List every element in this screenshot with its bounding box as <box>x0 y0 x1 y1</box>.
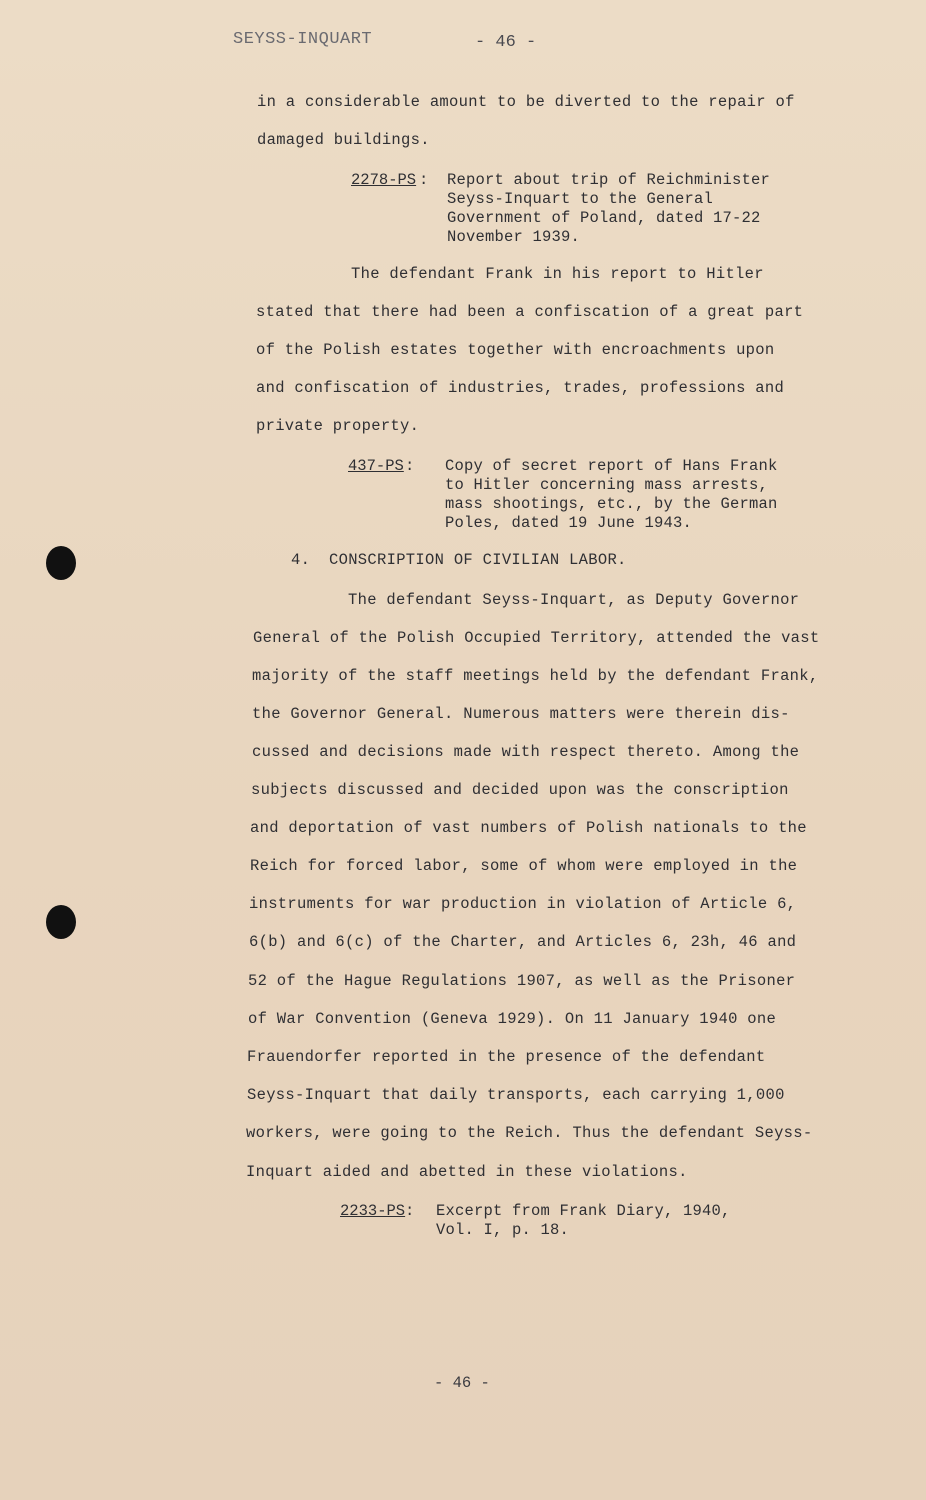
header-defendant-name: SEYSS-INQUART <box>233 30 373 49</box>
para3-line: Reich for forced labor, some of whom were employed in the <box>250 857 798 875</box>
punch-hole-bottom <box>46 905 76 939</box>
para2-line: of the Polish estates together with encroachments upon <box>256 341 775 359</box>
para2-line: private property. <box>256 417 420 435</box>
para3-line: 6(b) and 6(c) of the Charter, and Articles 6, 23h, 46 and <box>249 933 797 951</box>
citation-number: 437-PS <box>348 457 404 475</box>
citation-colon: : <box>405 457 415 475</box>
para3-line: and deportation of vast numbers of Polish nationals to the <box>250 819 807 837</box>
para3-line: Inquart aided and abetted in these violations. <box>246 1163 688 1181</box>
punch-hole-top <box>46 546 76 580</box>
citation-text: Copy of secret report of Hans Frank to Hitler concerning mass arrests, mass shootings, etc., by the German Poles, dated 19 June 1943. <box>445 457 778 532</box>
citation-text: Report about trip of Reichminister Seyss-Inquart to the General Government of Poland, dated 17-22 November 1939. <box>447 171 771 246</box>
para3-line: majority of the staff meetings held by the defendant Frank, <box>252 667 819 685</box>
para2-line: The defendant Frank in his report to Hitler <box>351 265 764 283</box>
citation-colon: : <box>405 1202 415 1220</box>
para1-line: in a considerable amount to be diverted to the repair of <box>257 93 795 111</box>
para2-line: stated that there had been a confiscation of a great part <box>256 303 804 321</box>
para3-line: of War Convention (Geneva 1929). On 11 January 1940 one <box>248 1010 777 1028</box>
para3-line: cussed and decisions made with respect thereto. Among the <box>252 743 800 761</box>
para1-line: damaged buildings. <box>257 131 430 149</box>
para3-line: Seyss-Inquart that daily transports, each carrying 1,000 <box>247 1086 785 1104</box>
para3-line: General of the Polish Occupied Territory, attended the vast <box>253 629 820 647</box>
para3-line: the Governor General. Numerous matters were therein dis- <box>252 705 790 723</box>
para3-line: subjects discussed and decided upon was the conscription <box>251 781 789 799</box>
citation-colon: : <box>419 171 429 189</box>
section-title: CONSCRIPTION OF CIVILIAN LABOR. <box>329 551 627 569</box>
para3-line: workers, were going to the Reich. Thus the defendant Seyss- <box>246 1124 813 1142</box>
citation-text: Excerpt from Frank Diary, 1940, Vol. I, p. 18. <box>436 1202 731 1239</box>
citation-number: 2278-PS <box>351 171 417 189</box>
header-page-number: - 46 - <box>475 33 537 52</box>
para2-line: and confiscation of industries, trades, professions and <box>256 379 785 397</box>
para3-line: 52 of the Hague Regulations 1907, as well as the Prisoner <box>248 972 796 990</box>
para3-line: The defendant Seyss-Inquart, as Deputy Governor <box>348 591 800 609</box>
citation-number: 2233-PS <box>340 1202 406 1220</box>
para3-line: Frauendorfer reported in the presence of the defendant <box>247 1048 766 1066</box>
section-number: 4. <box>291 551 311 569</box>
footer-page-number: - 46 - <box>434 1374 490 1392</box>
para3-line: instruments for war production in violation of Article 6, <box>249 895 797 913</box>
